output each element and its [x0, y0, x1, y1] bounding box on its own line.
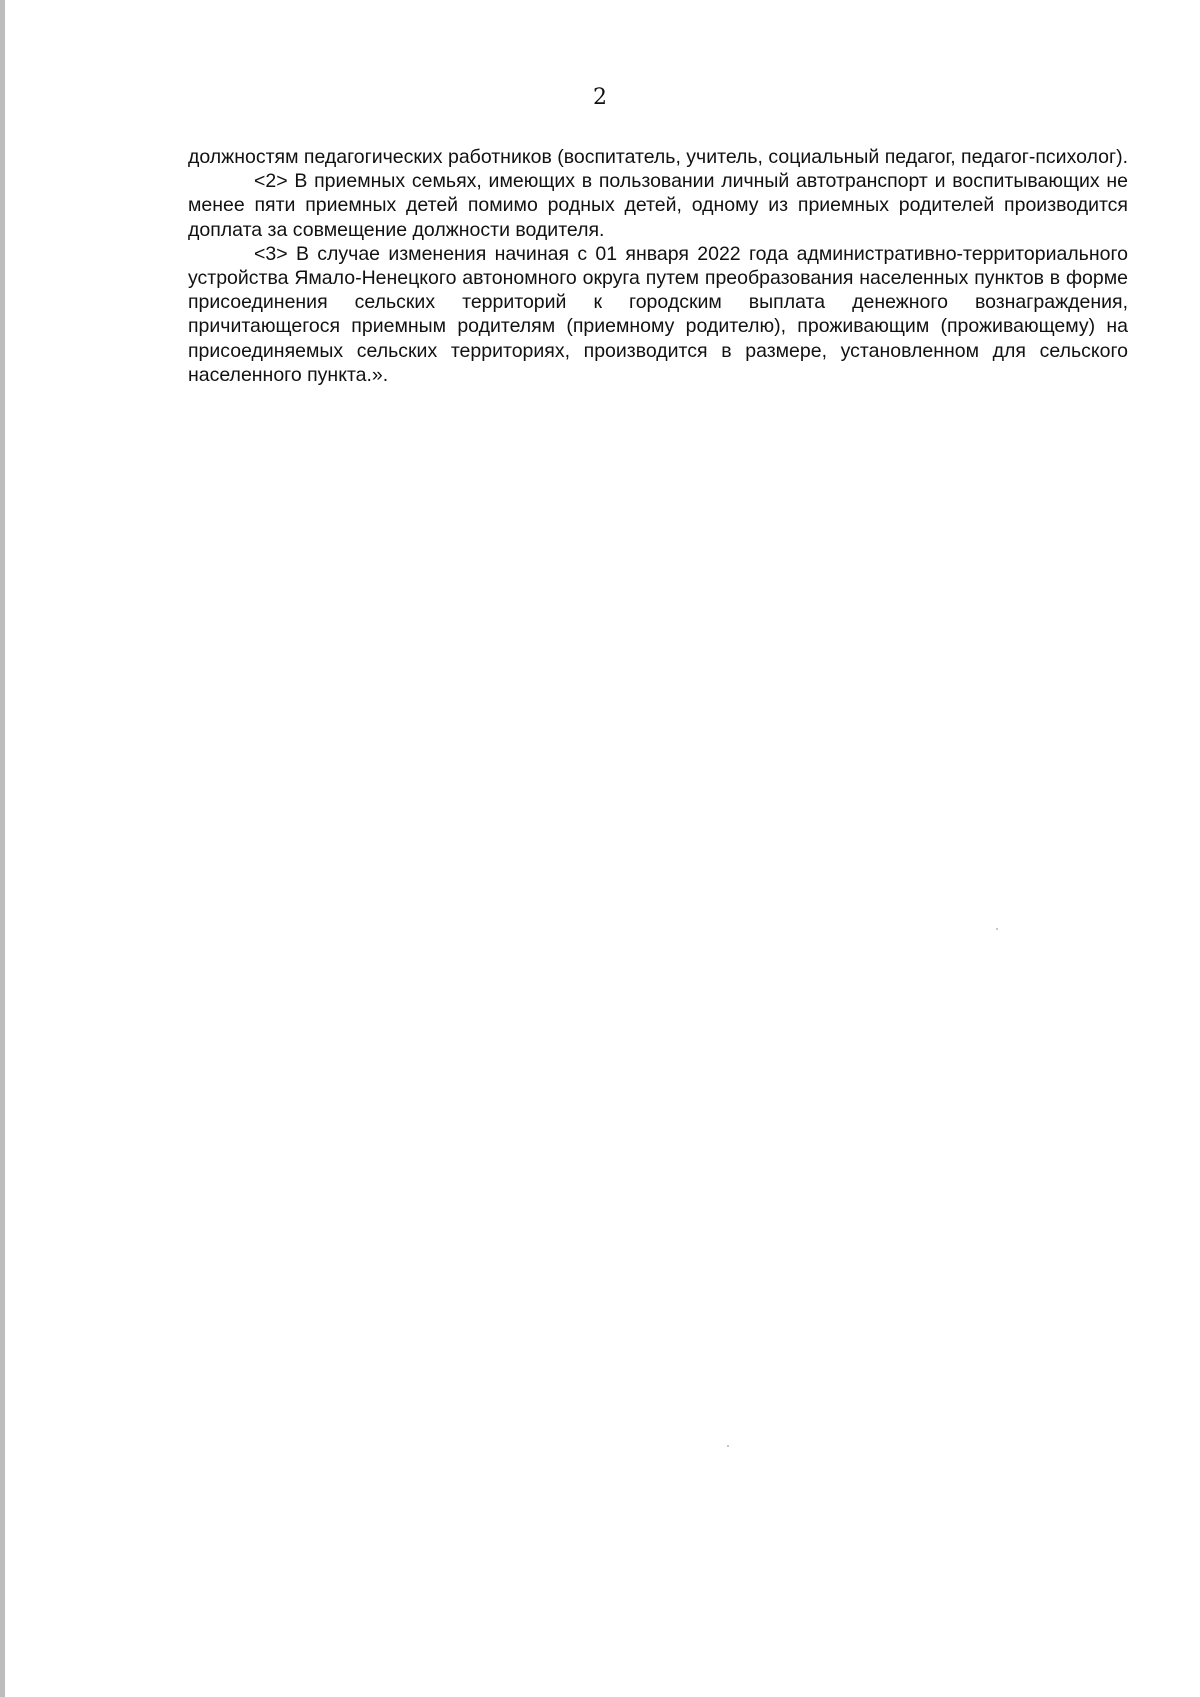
- scan-edge: [0, 0, 5, 1697]
- page-number: 2: [593, 85, 607, 110]
- paragraph-continuation: должностям педагогических работников (воспитатель, учитель, социальный педагог, педагог-психолог).: [188, 146, 1128, 168]
- footnote-3: <3> В случае изменения начиная с 01 января 2022 года административно-территориального устройства Ямало-Ненецкого автономного округа путем преобразования населенных пунктов в форме присоединения сельских территорий к городским выплата денежного вознаграждения, причитающегося приемным родителям (приемному родителю), проживающим (проживающему) на присоединяемых сельских территориях, производится в размере, установленном для сельского населенного пункта.».: [188, 242, 1128, 386]
- scan-speck: [996, 928, 998, 930]
- scan-speck: [727, 1445, 729, 1447]
- footnote-2: <2> В приемных семьях, имеющих в пользовании личный автотранспорт и воспитывающих не менее пяти приемных детей помимо родных детей, одному из приемных родителей производится доплата за совмещение должности водителя.: [188, 170, 1128, 241]
- document-body: [188, 145, 1128, 387]
